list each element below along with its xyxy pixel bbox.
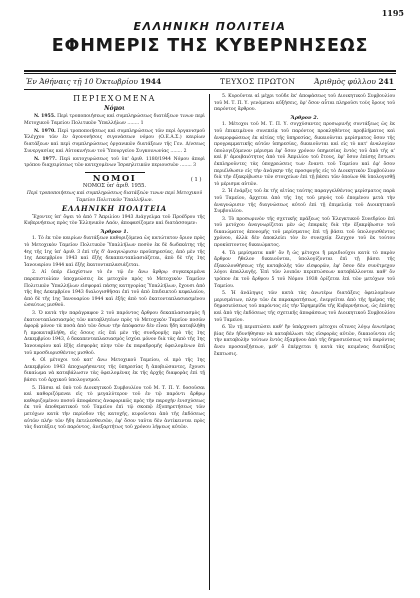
paragraph: 3. Τὸ προσωρινὸν τῆς σχετικῆς πράξεως τοῦ Ἐλεγκτικοῦ Συνεδρίου ἐπὶ τοῦ μετόχου ἀναγνωρίζεται μὲν ὡς ἐπαρκὲς διὰ τὴν ἐξακρίβωσιν τοῦ δικαιώματος ἀπονομῆς τοῦ μερίσματος ἐπὶ τῇ βάσει τοῦ ὑπολογισθέντος χρόνου, ἀλλὰ δὲν ἀποκλείει τὸν ἐν συνεχείᾳ ἔλεγχον τοῦ ἐκ τούτου προκύπτοντος δικαιώματος.	[214, 216, 395, 249]
toc-item: N. 1955. Περὶ τροποποιήσεως καὶ συμπληρώσεως διατάξεων τινων περὶ Μετοχικοῦ Ταμείου Πολιτικῶν Ὑπαλλήλων ........ 1	[24, 114, 205, 126]
paragraph: 6. Ἐν τῇ περιπτώσει καθ' ἣν ὑπάρχουσι μέτοχοι οἵτινες λόγῳ ἀνωτέρας βίας δὲν ἠδυνήθησαν νὰ καταβάλωσι τὰς εἰσφορὰς αὐτῶν, δικαιοῦνται εἰς τὴν καταβολὴν τούτων ἐντὸς ἑξαμήνου ἀπὸ τῆς δημοσιεύσεως τοῦ παρόντος ἄνευ προσαυξήσεων, μεθ' ὃ ἐπέρχεται ἡ κατὰ τὰς κειμένας διατάξεις ἔκπτωσις.	[214, 325, 395, 357]
paragraph: 5. Πᾶσαι αἱ ὑπὸ τοῦ Διοικητικοῦ Συμβουλίου τοῦ Μ. Τ. Π. Υ. δοσοῦσαι καὶ καθοριζόμεναι εἰς τὸ μεγαλύτερον τοῦ ἐν τῷ παρόντι ἄρθρῳ καθοριζομένου ποσοῦ ἀποφάσεις ἀναφορικῶς πρὸς τὴν παροχὴν ἐνισχύσεως ἐκ τοῦ ἀποθεματικοῦ τοῦ Ταμείου ἐπὶ τῷ σκοπῷ ἐξυπηρετήσεως τῶν μετόχων κατὰ τὴν περίοδον τῆς κατοχῆς, κυροῦνται ἀπὸ τῆς ἐκδόσεως αὐτῶν πλὴν τῶν ἤδη ἐκτελεσθεισῶν, ἐφ' ὅσον ταῦτα δὲν ἀντίκεινται πρὸς τὰς διατάξεις τοῦ παρόντος, ἀνεξαρτήτως τοῦ χρόνου λήψεως αὐτῶν.	[24, 385, 205, 431]
law-title: Περὶ τροποποιήσεως καὶ συμπληρώσεως διατάξεών τινων περὶ Μετοχικοῦ Ταμείου Πολιτικῶν Ὑπαλλήλων.	[26, 190, 203, 203]
masthead-title: ΕΦΗΜΕΡΙΣ ΤΗΣ ΚΥΒΕΡΝΗΣΕΩΣ	[51, 36, 369, 56]
masthead-rule-top	[24, 70, 396, 72]
column-divider	[209, 94, 210, 590]
toc-item: N. 1977. Περὶ κατοχυρώσεως τοῦ ὑπ' ἀριθ. 1180/1944 Νόμου ἀπορὶ τρόπου διαχειρίσεως τῶν κατεχομένων Ἰσραηλιτικῶν περιουσιῶν ........ 3	[24, 156, 205, 169]
article-heading: Ἄρθρον 1.	[100, 228, 129, 235]
right-column	[214, 94, 395, 359]
info-bar-rule	[24, 89, 396, 90]
paragraph: 1. Μέτοχοι τοῦ Μ. Τ. Π. Υ. συγχύσαντες προσωρινῆς συντάξεως ὡς ἐκ τοῦ ἐπικειμένου συνεπείᾳ τοῦ παρόντος προκληθέντος προβλήματος καὶ ἀναμορφώσεως ἐκ αἰτίας τῆς ὑπηρεσίας, δικαιοῦνται μερίσματος ὅσον τῆς προγραμματικῆς αὐτῶν ὑπηρεσίας, δικαιοῦνται καὶ εἰς τὸ κατ' ἀναλογίαν ὑπολογιζόμενον μέρισμα ἐφ' ὅσον χρόνον ὑπηρεσίας ἐντὸς τοῦ ἀπὸ τῆς α' καὶ β' ἀμοιβαιότητος ἀπὸ τοῦ Ἀπριλίου τοῦ ἔτους, ἐφ' ὅσον ἐπίσης ἔστωσι ἐκπληροῦντες τὰς ὑποχρεώσεις των ἔναντι τοῦ Ταμείου καὶ ἐφ' ὅσον περιέλθωσιν εἰς τὴν ἀνάγκην τῆς προσφυγῆς εἰς τὸ Διοικητικὸν Συμβούλιον διὰ τὴν ἐξακρίβωσιν τῶν στοιχείων ἐπὶ τῇ βάσει τῶν ὁποίων θὰ ὑπολογισθῇ τὸ μέρισμα αὐτῶν.	[214, 122, 395, 187]
masthead-subtitle: ΕΛΛΗΝΙΚΗ ΠΟΛΙΤΕΙΑ	[133, 20, 287, 33]
sheet-number-label: Ἀριθμὸς φύλλου 241	[314, 77, 394, 86]
paragraph: 1. Τὸ ἐκ τῶν καιρίων διατάξεων καθοριζόμενα ὡς κατώτατον ὅριον πρὸς τὸ Μετοχικὸν Ταμεῖον Πολιτικῶν Ὑπαλλήλων ποσὸν ἐκ δὲ δωδεκάτης τῆς 4ης τῆς 1ης ὑπ' ἀριθ. 3 ἐπὶ τῆς δ' ἀναγνώρισιν προϋπηρεσίας, ἀπὸ μὲν τῆς 1ης Δεκεμβρίου 1943 καὶ ἑξῆς δεκαπενταπλασιάζεται, ἀπὸ δὲ τῆς 1ης Ἰανουαρίου 1944 καὶ ἑξῆς ἑκατονταπλασιάζεται.	[24, 236, 205, 268]
paragraph: 4. Οἱ μέτοχοι τοῦ κατ' ἄνω Μετοχικοῦ Ταμείου, οἱ πρὸ τῆς 1ης Δεκεμβρίου 1943 ἀποχωρήσαντες τῆς ὑπηρεσίας ἢ ἀποβιώσαντες, ἔχουσι δικαίωμα νὰ καταβάλωσιν τὰς ὀφειλομένας ἐκ τῆς ἀρχῆς διαφορὰς ἐπὶ τῇ βάσει τοῦ ἀρχικοῦ ὑπολογισμοῦ.	[24, 358, 205, 383]
masthead-rule-thin	[24, 73, 396, 74]
laws-section-heading: ΝΟΜΟΙ (1)	[92, 173, 203, 184]
paragraph: 2. Αἱ ὑπὲρ ἐλαχίστων τὸ ἐν τῷ ἐν ἄνω ἄρθρῳ συγκεκριμένα παρεπιστολίαν ὑποχρεώσεις ἐκ μετοχῶν πρὸς τὸ Μετοχικὸν Ταμεῖον Πολιτικῶν Ὑπαλλήλων εἰσφοραὶ πάσης κατηγορίας Ὑπαλλήλων, ἔχουσι ἀπὸ τῆς 8ης Δεκεμβρίου 1943 διαλογισθῆσαι ἐπὶ τοῦ ἀπὸ ἐπιδεικτοῦ κεφαλαίου, ἀπὸ δὲ τῆς 1ης Ἰανουαρίου 1944 καὶ ἑξῆς ἀπὸ τοῦ ἑκατονταπλασιασμένου ὡσαύτως μισθοῦ.	[24, 270, 205, 309]
toc-item: N. 1970. Περὶ τροποποιήσεως καὶ συμπληρώσεως τῶν περὶ ὀργανισμοῦ Ἐλέγχου τῶν ἐν ἀγονονήσοις σιγονάσεων νόμου (Ο.Ε.Α.Σ.) καιρίων διατάξεων καὶ περὶ συμπληρώσεως ὀργανικῶν διατάξεων τῆς Γεν. Δ/νσεως Συνεργασίας καὶ Αὐτοκινήτων τοῦ Ὑπουργείου Συγκοινωνίας ........ 2	[24, 128, 205, 154]
issue-date: Ἐν Ἀθήναις τῇ 10 Ὀκτωβρίου 1944	[26, 77, 162, 86]
law-state-heading: ΕΛΛΗΝΙΚΗ ΠΟΛΙΤΕΙΑ	[61, 204, 168, 214]
article-heading: Ἄρθρον 2.	[290, 114, 319, 121]
paragraph: 5. Ἡ ἀνάληψις τῶν κατὰ τὰς ἀνωτέρω διατάξεις ὀφειλομένων μερισμάτων, πλην τῶν ἐκ παρακρατήσεως, ἐνεργεῖται ἀπὸ τῆς ἡμέρας τῆς δημοσιεύσεως τοῦ παρόντος εἰς τὴν Ἐφημερίδα τῆς Κυβερνήσεως, ὡς ἐπίσης καὶ ἀπὸ τῆς ἐκδόσεως τῆς σχετικῆς ἀποφάσεως τοῦ Διοικητικοῦ Συμβουλίου τοῦ Ταμείου.	[214, 291, 395, 323]
law-preamble: Ἔχοντες ὑπ' ὄψει τὸ ἀπὸ 7 Ἀπριλίου 1943 Διάγγελμα τοῦ Προέδρου τῆς Κυβερνήσεως πρὸς τὸν Ἑλληνικὸν Λαόν, ἀποφασίζομεν καὶ διατάσσομεν:	[24, 214, 205, 227]
paragraph: 4. Τὰ μερίσματα καθ' ὃν ἢ ὡς μέτοχοι ἢ μεριδιοῦχοι κατὰ τὸ παρὸν ἄρθρον ἤθελον δικαιοῦνται, ὑπολογίζονται ἐπὶ τῇ βάσει τῆς ἐξακολουθήσεως τῆς καταβολῆς τῶν εἰσφορῶν, ἐφ' ὅσον δὲν συνέτρεχον λόγοι ἀπαλλαγῆς. Ἐπὶ τῶν λοιπῶν περιπτώσεων καταβάλλονται καθ' ὃν τρόπον ἐκ τοῦ ἄρθρου 5 τοῦ Νόμου 1938 ὁρίζεται ἐπὶ τῶν μετόχων τοῦ Ταμείου.	[214, 250, 395, 289]
issue-info-bar	[24, 76, 396, 88]
toc-laws-heading: Νόμοι	[104, 104, 125, 112]
paragraph: 2. Ἡ ἐνάρξις τοῦ ἐκ τῆς αἰτίας ταύτης παραγγελθέντος μερίσματος παρὰ τοῦ Ταμείου, ἄρχεται ἀπὸ τῆς 1ης τοῦ μηνὸς τοῦ ἑπομένου μετὰ τὴν ἀναγνώρισιν τῆς διαγνώσεως αὐτοῦ ἐπὶ τῇ ἐπιμελείᾳ τοῦ Διοικητικοῦ Συμβουλίου.	[214, 189, 395, 215]
issue-label: ΤΕΥΧΟΣ ΠΡΩΤΟΝ	[220, 77, 296, 86]
issue-year: 1944	[140, 77, 162, 86]
paragraph: 5. Κυροῦνται αἱ μέχρι τοῦδε ἐκ' ἀποφάσεως τοῦ Διοικητικοῦ Συμβουλίου τοῦ Μ. Τ. Π. Υ. γενόμεναι αὐξήσεις, ἐφ' ὅσον αὗται πληροῦσι τοὺς ὅρους τοῦ παρόντος ἄρθρου.	[214, 94, 395, 113]
left-column	[24, 94, 205, 433]
sheet-number: 241	[378, 77, 394, 86]
law-page-ref: (1)	[190, 176, 203, 183]
law-number: ΝΟΜΟΣ ὑπ' ἀριθ. 1955.	[82, 183, 147, 190]
toc-heading: ΠΕΡΙΕΧΟΜΕΝΑ	[73, 94, 156, 103]
section-separator	[85, 172, 145, 173]
paragraph: 3. Ὁ κατὰ τὴν παράγραφον 2 τοῦ παρόντος ἄρθρου δεκαπλασιασμὸς ἢ ἑκατονταπλασιασμὸς τῶν καταβλητέων πρὸς τὸ Μετοχικὸν Ταμεῖον ποσῶν ἀφορᾷ μόνον τὰ ποσὰ ἀπὸ τῶν ὅσων τὴν ἀπόφασιν δὲν εἶναι ἤδη καταβλήθη ἢ προκαταβλήθη, εἰς ὅσους εἰς ἐπὶ μὲν τῆς συνδρομῆς πρὸ τῆς 1ης Δεκεμβρίου 1943, ὁ δεκαπενταπλασιασμὸς ἰσχύει μόνον διὰ τὰς ἀπὸ τῆς 1ης Ἰανουαρίου καὶ ἑξῆς εἰσφορὰς πλην τῶν ἐκ παραδρομῆς ὀφειλομένων ἐπὶ τοῦ προσδιορισθέντος μισθοῦ.	[24, 311, 205, 356]
page-number: 1195	[381, 8, 404, 18]
